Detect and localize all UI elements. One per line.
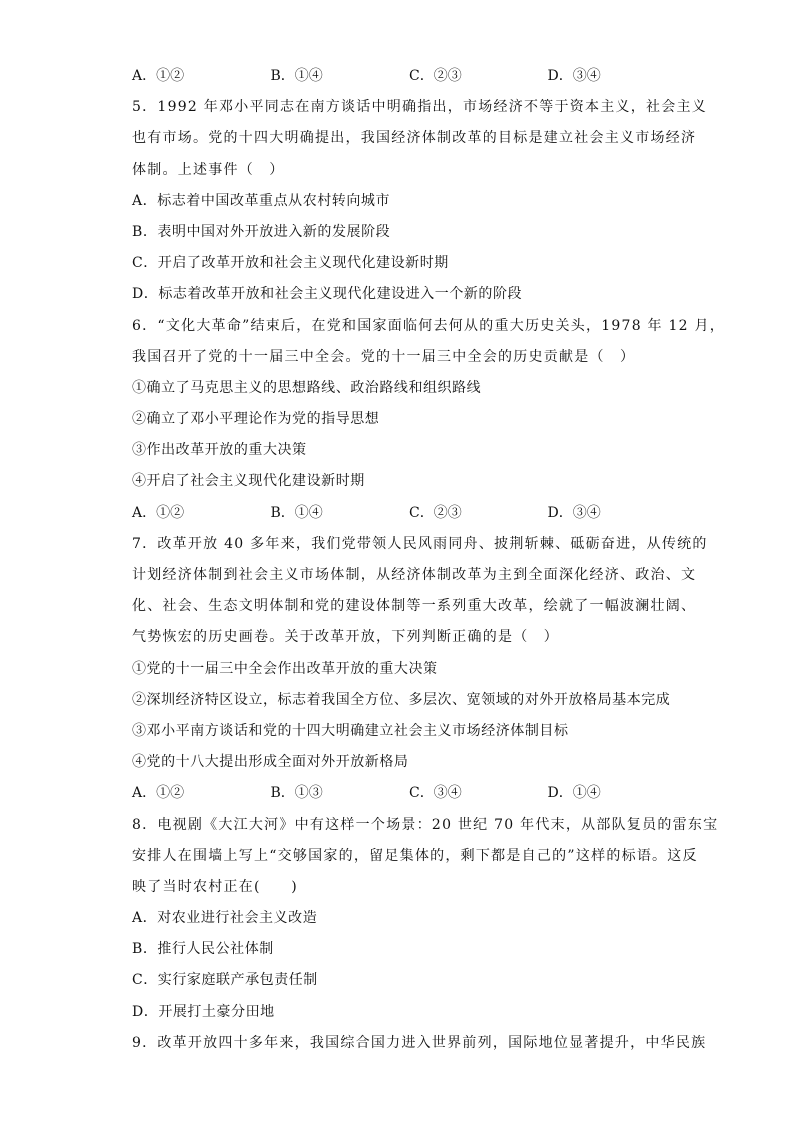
q4-options xyxy=(132,62,662,93)
q6-option-b[interactable]: B．①④ xyxy=(270,504,323,521)
q7-statement-4: ④党的十八大提出形成全面对外开放新格局 xyxy=(132,754,409,771)
q7-option-c[interactable]: C．③④ xyxy=(409,785,462,802)
question-6 xyxy=(132,312,726,530)
q5-choice-b[interactable]: B．表明中国对外开放进入新的发展阶段 xyxy=(132,223,391,240)
q6-statement-1: ①确立了马克思主义的思想路线、政治路线和组织路线 xyxy=(132,379,482,396)
question-8 xyxy=(132,811,719,1029)
question-9 xyxy=(132,1029,707,1060)
q6-options xyxy=(132,499,662,530)
q7-stem-line-1: 7．改革开放 40 多年来，我们党带领人民风雨同舟、披荆斩棘、砥砺奋进，从传统的 xyxy=(132,535,708,552)
q6-stem-line-2: 我国召开了党的十一届三中全会。党的十一届三中全会的历史贡献是（ ） xyxy=(132,348,636,365)
q7-stem-line-2: 计划经济体制到社会主义市场体制，从经济体制改革为主到全面深化经济、政治、文 xyxy=(132,567,697,583)
exam-page xyxy=(132,62,726,1060)
q5-choice-a[interactable]: A．标志着中国改革重点从农村转向城市 xyxy=(132,192,391,209)
q5-stem-line-1: 5．1992 年邓小平同志在南方谈话中明确指出，市场经济不等于资本主义，社会主义 xyxy=(132,99,707,116)
q7-statement-1: ①党的十一届三中全会作出改革开放的重大决策 xyxy=(132,660,438,677)
q4-option-c[interactable]: C．②③ xyxy=(409,68,462,84)
q9-stem-line-1: 9．改革开放四十多年来，我国综合国力进入世界前列，国际地位显著提升，中华民族 xyxy=(132,1034,707,1051)
q6-statement-3: ③作出改革开放的重大决策 xyxy=(132,442,307,459)
q8-stem-line-1: 8．电视剧《大江大河》中有这样一个场景：20 世纪 70 年代末，从部队复员的雷东宝 xyxy=(132,816,719,833)
q6-option-c[interactable]: C．②③ xyxy=(409,504,462,521)
q8-choice-b[interactable]: B．推行人民公社体制 xyxy=(132,941,274,958)
q7-option-d[interactable]: D．①④ xyxy=(547,785,601,802)
q6-statement-4: ④开启了社会主义现代化建设新时期 xyxy=(132,473,365,490)
q6-option-d[interactable]: D．③④ xyxy=(547,504,601,521)
question-7 xyxy=(132,530,708,811)
q8-choice-d[interactable]: D．开展打土豪分田地 xyxy=(132,1003,275,1020)
q5-stem-line-3: 体制。上述事件（ ） xyxy=(132,161,285,178)
q7-option-b[interactable]: B．①③ xyxy=(270,785,323,802)
q7-statement-3: ③邓小平南方谈话和党的十四大明确建立社会主义市场经济体制目标 xyxy=(132,722,569,739)
question-5 xyxy=(132,93,707,311)
q5-choice-d[interactable]: D．标志着改革开放和社会主义现代化建设进入一个新的阶段 xyxy=(132,286,523,303)
q8-stem-line-2: 安排人在围墙上写上“交够国家的，留足集体的，剩下都是自己的”这样的标语。这反 xyxy=(132,847,698,864)
q4-option-b[interactable]: B．①④ xyxy=(270,68,323,84)
q6-stem-line-1: 6．“文化大革命”结束后，在党和国家面临何去何从的重大历史关头，1978 年 12 月， xyxy=(132,317,726,334)
q4-option-a[interactable]: A．①② xyxy=(132,68,185,84)
q8-choice-c[interactable]: C．实行家庭联产承包责任制 xyxy=(132,972,318,989)
q7-stem-line-3: 化、社会、生态文明体制和党的建设体制等一系列重大改革，绘就了一幅波澜壮阔、 xyxy=(132,598,697,615)
q7-stem-line-4: 气势恢宏的历史画卷。关于改革开放，下列判断正确的是（ ） xyxy=(132,629,559,646)
q5-choice-c[interactable]: C．开启了改革开放和社会主义现代化建设新时期 xyxy=(132,255,449,272)
q7-statement-2: ②深圳经济特区设立，标志着我国全方位、多层次、宽领域的对外开放格局基本完成 xyxy=(132,691,671,708)
q6-option-a[interactable]: A．①② xyxy=(132,504,185,521)
q5-stem-line-2: 也有市场。党的十四大明确提出，我国经济体制改革的目标是建立社会主义市场经济 xyxy=(132,130,697,147)
q8-stem-line-3: 映了当时农村正在( ) xyxy=(132,878,298,895)
q4-option-d[interactable]: D．③④ xyxy=(547,68,601,84)
q7-options xyxy=(132,779,662,810)
q6-statement-2: ②确立了邓小平理论作为党的指导思想 xyxy=(132,411,380,428)
q8-choice-a[interactable]: A．对农业进行社会主义改造 xyxy=(132,910,318,927)
q7-option-a[interactable]: A．①② xyxy=(132,785,185,802)
